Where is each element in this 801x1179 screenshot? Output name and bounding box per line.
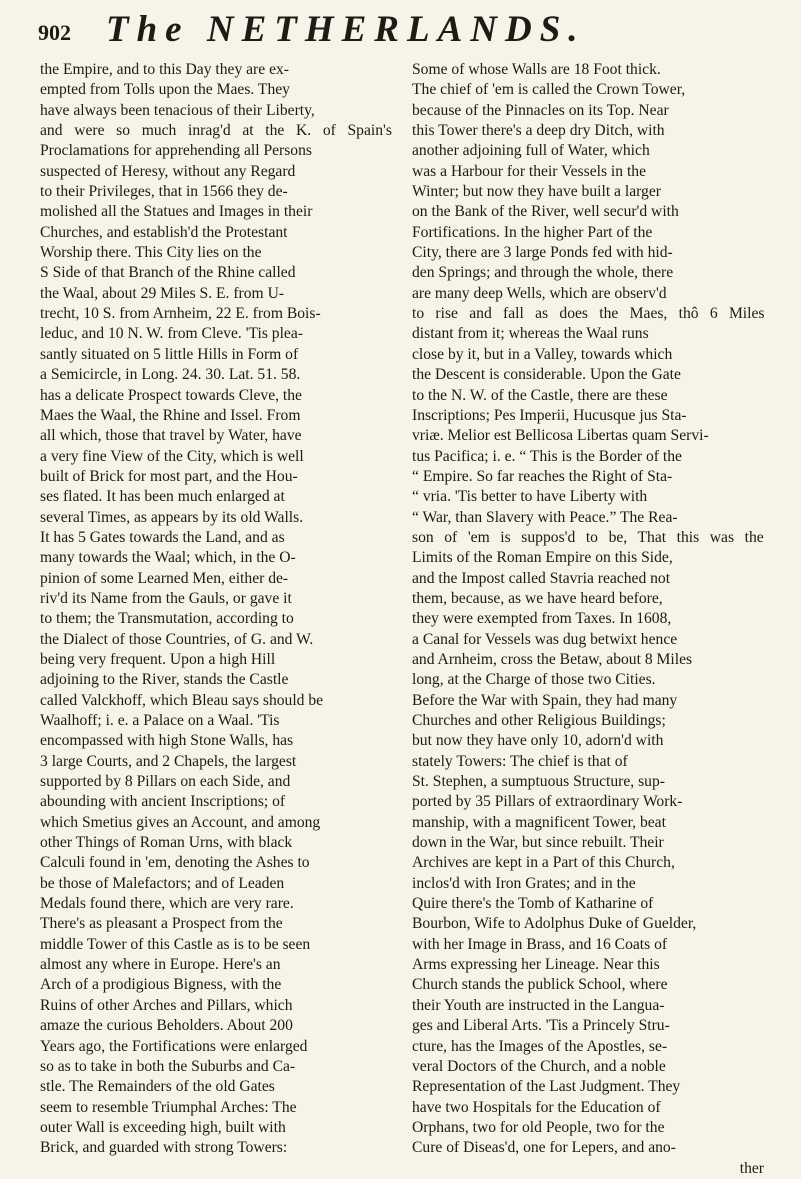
text-line: many towards the Waal; which, in the O- — [40, 549, 296, 567]
text-line: which Smetius gives an Account, and among — [40, 813, 321, 831]
text-line: suspected of Heresy, without any Regard — [40, 162, 296, 180]
text-line: amaze the curious Beholders. About 200 — [40, 1017, 293, 1035]
text-line: was a Harbour for their Vessels in the — [412, 162, 646, 180]
text-line: the Waal, about 29 Miles S. E. from U- — [40, 284, 285, 302]
text-line: to their Privileges, that in 1566 they de- — [40, 183, 288, 201]
text-line: S Side of that Branch of the Rhine called — [40, 264, 296, 282]
text-line: the Dialect of those Countries, of G. and W. — [40, 630, 314, 648]
text-line: several Times, as appears by its old Walls. — [40, 508, 304, 526]
text-line: son of 'em is suppos'd to be, That this was the — [412, 528, 764, 546]
text-line: “ vria. 'Tis better to have Liberty with — [412, 488, 648, 506]
text-line: Proclamations for apprehending all Persons — [40, 142, 312, 160]
text-line: this Tower there's a deep dry Ditch, with — [412, 122, 665, 140]
text-line: Cure of Diseas'd, one for Lepers, and ano- — [412, 1139, 676, 1157]
text-line: and the Impost called Stavria reached not — [412, 569, 671, 587]
text-line: leduc, and 10 N. W. from Cleve. 'Tis plea- — [40, 325, 303, 343]
text-line: “ Empire. So far reaches the Right of Sta- — [412, 467, 673, 485]
text-line: have always been tenacious of their Liberty, — [40, 101, 315, 119]
text-line: It has 5 Gates towards the Land, and as — [40, 528, 285, 546]
text-line: distant from it; whereas the Waal runs — [412, 325, 649, 343]
text-line: on the Bank of the River, well secur'd with — [412, 203, 679, 221]
text-line: seem to resemble Triumphal Arches: The — [40, 1098, 297, 1116]
text-line: because of the Pinnacles on its Top. Near — [412, 101, 669, 119]
text-line: outer Wall is exceeding high, built with — [40, 1118, 286, 1136]
text-line: “ War, than Slavery with Peace.” The Rea- — [412, 508, 678, 526]
text-line: abounding with ancient Inscriptions; of — [40, 793, 286, 811]
text-line: Quire there's the Tomb of Katharine of — [412, 895, 654, 913]
text-line: but now they have only 10, adorn'd with — [412, 732, 664, 750]
text-line: the Descent is considerable. Upon the Gate — [412, 366, 681, 384]
text-line: inclos'd with Iron Grates; and in the — [412, 874, 636, 892]
text-line: down in the War, but since rebuilt. Their — [412, 834, 664, 852]
text-line: Winter; but now they have built a larger — [412, 183, 661, 201]
text-line: middle Tower of this Castle as is to be seen — [40, 935, 311, 953]
text-line: called Valckhoff, which Bleau says should be — [40, 691, 324, 709]
text-line: St. Stephen, a sumptuous Structure, sup- — [412, 773, 665, 791]
text-line: be those of Malefactors; and of Leaden — [40, 874, 285, 892]
text-line: veral Doctors of the Church, and a noble — [412, 1057, 666, 1075]
text-line: Medals found there, which are very rare. — [40, 895, 294, 913]
text-line: encompassed with high Stone Walls, has — [40, 732, 294, 750]
text-line: stately Towers: The chief is that of — [412, 752, 628, 770]
text-line: with her Image in Brass, and 16 Coats of — [412, 935, 668, 953]
text-line: built of Brick for most part, and the Hou- — [40, 467, 298, 485]
text-line: and Arnheim, cross the Betaw, about 8 Miles — [412, 650, 693, 668]
text-line: so as to take in both the Suburbs and Ca- — [40, 1057, 296, 1075]
text-line: Churches and other Religious Buildings; — [412, 712, 666, 729]
text-line: another adjoining full of Water, which — [412, 142, 650, 160]
page-header — [38, 8, 768, 56]
text-line: ses flated. It has been much enlarged at — [40, 488, 285, 506]
running-head: The NETHERLANDS. — [106, 9, 586, 50]
text-line: a Semicircle, in Long. 24. 30. Lat. 51. 58. — [40, 366, 301, 384]
page-number: 902 — [38, 20, 71, 45]
text-line: ported by 35 Pillars of extraordinary Work- — [412, 793, 683, 811]
text-line: Orphans, two for old People, two for the — [412, 1118, 665, 1136]
text-line: den Springs; and through the whole, there — [412, 264, 674, 282]
text-line: riv'd its Name from the Gauls, or gave it — [40, 589, 292, 607]
text-line: to rise and fall as does the Maes, thô 6 Miles — [412, 305, 764, 323]
text-line: Worship there. This City lies on the — [40, 244, 262, 262]
text-line: Churches, and establish'd the Protestant — [40, 223, 288, 241]
text-line: close by it, but in a Valley, towards which — [412, 345, 673, 363]
text-line: 3 large Courts, and 2 Chapels, the largest — [40, 752, 297, 770]
text-line: a very fine View of the City, which is well — [40, 447, 304, 465]
text-line: The chief of 'em is called the Crown Tower, — [412, 81, 686, 99]
text-line: Calculi found in 'em, denoting the Ashes to — [40, 854, 310, 872]
text-line: adjoining to the River, stands the Castle — [40, 671, 289, 689]
text-line: trecht, 10 S. from Arnheim, 22 E. from Bois- — [40, 305, 321, 323]
text-line: manship, with a magnificent Tower, beat — [412, 813, 666, 831]
text-line: the Empire, and to this Day they are ex- — [40, 61, 289, 78]
text-line: tus Pacifica; i. e. “ This is the Border of the — [412, 447, 682, 465]
text-line: Years ago, the Fortifications were enlarged — [40, 1037, 308, 1055]
text-line: they were exempted from Taxes. In 1608, — [412, 610, 672, 628]
text-line: supported by 8 Pillars on each Side, and — [40, 773, 291, 791]
text-line: Limits of the Roman Empire on this Side, — [412, 549, 673, 567]
text-line: have two Hospitals for the Education of — [412, 1098, 661, 1116]
text-line: Church stands the publick School, where — [412, 976, 668, 994]
text-line: has a delicate Prospect towards Cleve, the — [40, 386, 302, 404]
text-line: their Youth are instructed in the Langua- — [412, 996, 665, 1014]
text-line: Arch of a prodigious Bigness, with the — [40, 976, 282, 994]
right-column — [412, 60, 764, 1179]
text-line: stle. The Remainders of the old Gates — [40, 1078, 275, 1096]
text-line: santly situated on 5 little Hills in Form of — [40, 345, 299, 363]
text-line: vriæ. Melior est Bellicosa Libertas quam Servi- — [412, 427, 709, 445]
left-column — [40, 60, 392, 1159]
text-line: empted from Tolls upon the Maes. They — [40, 81, 290, 99]
text-line: There's as pleasant a Prospect from the — [40, 915, 283, 933]
text-line: Waalhoff; i. e. a Palace on a Waal. 'Tis — [40, 712, 280, 729]
text-line: pinion of some Learned Men, either de- — [40, 569, 289, 587]
text-line: Bourbon, Wife to Adolphus Duke of Guelder, — [412, 915, 697, 933]
text-line: are many deep Wells, which are observ'd — [412, 284, 667, 302]
text-line: cture, has the Images of the Apostles, se- — [412, 1037, 668, 1055]
text-line: to them; the Transmutation, according to — [40, 610, 294, 628]
text-line: molished all the Statues and Images in their — [40, 203, 313, 221]
text-line: all which, those that travel by Water, have — [40, 427, 302, 445]
text-line: long, at the Charge of those two Cities. — [412, 671, 656, 689]
text-line: Brick, and guarded with strong Towers: — [40, 1139, 288, 1157]
text-line: them, because, as we have heard before, — [412, 589, 663, 607]
text-line: City, there are 3 large Ponds fed with hid- — [412, 244, 673, 262]
text-line: being very frequent. Upon a high Hill — [40, 650, 276, 668]
text-line: ges and Liberal Arts. 'Tis a Princely Stru- — [412, 1017, 670, 1035]
text-line: to the N. W. of the Castle, there are these — [412, 386, 668, 404]
text-line: and were so much inrag'd at the K. of Spain's — [40, 122, 392, 140]
text-line: other Things of Roman Urns, with black — [40, 834, 293, 852]
text-line: ther — [739, 1159, 764, 1177]
text-line: Representation of the Last Judgment. They — [412, 1078, 681, 1096]
text-line: Ruins of other Arches and Pillars, which — [40, 996, 293, 1014]
text-line: Before the War with Spain, they had many — [412, 691, 678, 709]
text-line: a Canal for Vessels was dug betwixt hence — [412, 630, 678, 648]
text-line: almost any where in Europe. Here's an — [40, 956, 281, 974]
text-line: Inscriptions; Pes Imperii, Hucusque jus Sta- — [412, 406, 687, 424]
text-line: Arms expressing her Lineage. Near this — [412, 956, 660, 974]
text-line: Maes the Waal, the Rhine and Issel. From — [40, 406, 301, 424]
text-line: Some of whose Walls are 18 Foot thick. — [412, 61, 661, 78]
text-line: Archives are kept in a Part of this Church, — [412, 854, 675, 872]
text-line: Fortifications. In the higher Part of the — [412, 223, 653, 241]
